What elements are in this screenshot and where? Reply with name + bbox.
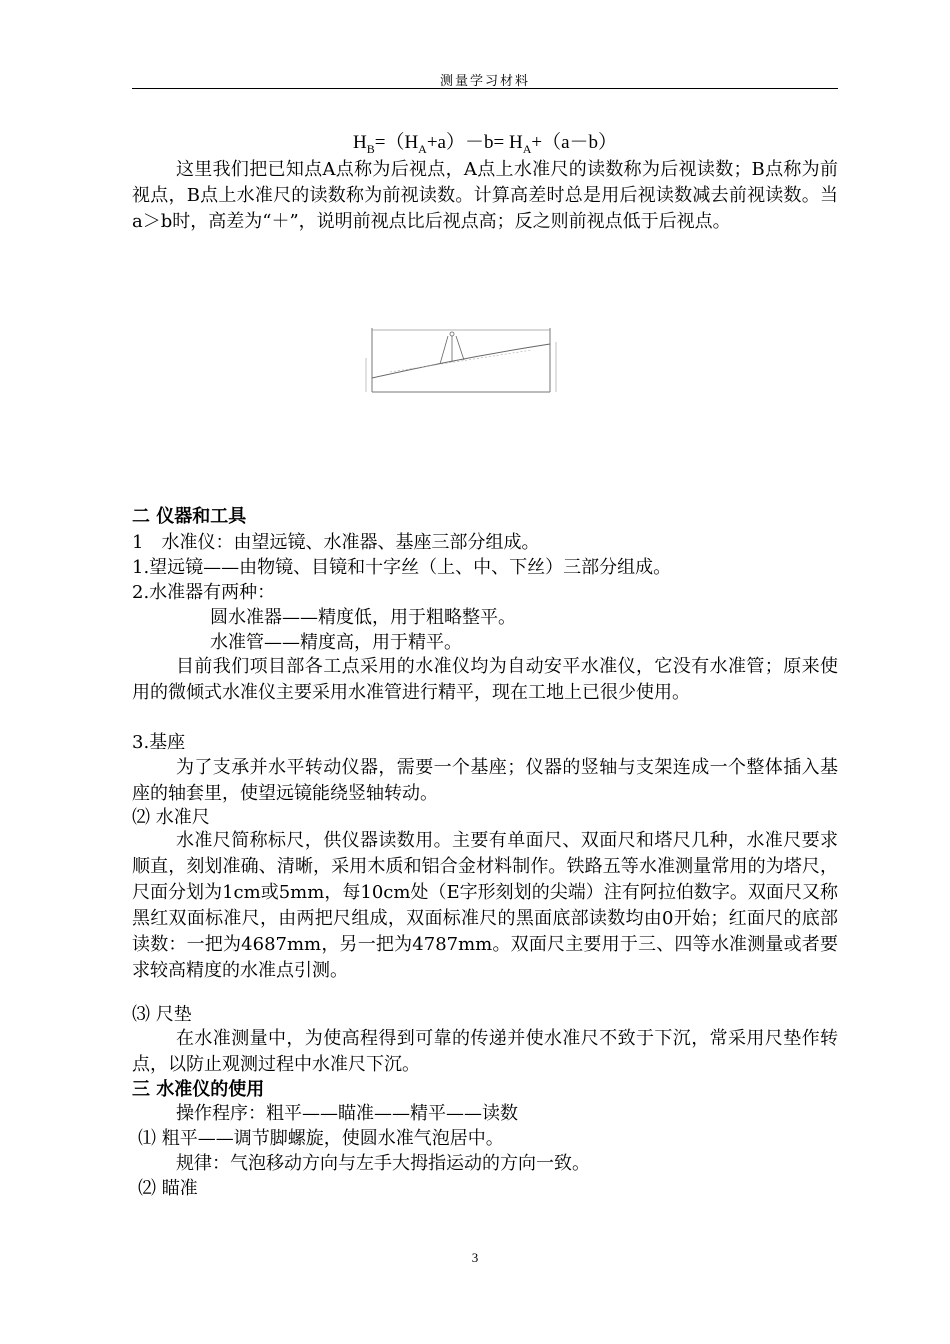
paragraph-rod-plate: 在水准测量中，为使高程得到可靠的传递并使水准尺不致于下沉，常采用尺垫作转点，以防止观测过程中水准尺下沉。 [132, 1028, 838, 1075]
formula-part2: +a）－b= H [426, 132, 523, 153]
height-formula [132, 127, 838, 157]
page-header: 测量学习材料 [439, 74, 530, 89]
line-base: 3.基座 [132, 732, 186, 753]
formula-sub-b: B [366, 141, 375, 156]
formula-sub-a: A [418, 141, 427, 156]
formula-part3: +（a－b） [531, 132, 618, 153]
section-heading-level-use: 三 水准仪的使用 [132, 1079, 265, 1100]
leveling-diagram [360, 318, 586, 412]
line-circular-vial: 圆水准器——精度低，用于粗略整平。 [210, 607, 516, 628]
line-aiming: ⑵ 瞄准 [138, 1178, 198, 1199]
formula-h: H [352, 132, 367, 153]
line-rough-level: ⑴ 粗平——调节脚螺旋，使圆水准气泡居中。 [138, 1128, 504, 1149]
paragraph-auto-level: 目前我们项目部各工点采用的水准仪均为自动安平水准仪，它没有水准管；原来使用的微倾式水准仪主要采用水准管进行精平，现在工地上已很少使用。 [132, 656, 838, 703]
page-number: 3 [471, 1250, 479, 1265]
formula-part1: =（H [374, 132, 419, 153]
line-tube-vial: 水准管——精度高，用于精平。 [210, 632, 462, 653]
line-telescope: 1.望远镜——由物镜、目镜和十字丝（上、中、下丝）三部分组成。 [132, 557, 672, 578]
line-vials: 2.水准器有两种： [132, 582, 276, 603]
formula-sub-a2: A [522, 141, 532, 156]
line-procedure: 操作程序：粗平——瞄准——精平——读数 [176, 1103, 518, 1124]
paragraph-leveling-rod: 水准尺简称标尺，供仪器读数用。主要有单面尺、双面尺和塔尺几种，水准尺要求顺直，刻划准确、清晰，采用木质和铝合金材料制作。铁路五等水准测量常用的为塔尺，尺面分划为1cm或5mm，每10cm处（E字形刻划的尖端）注有阿拉伯数字。双面尺又称黑红双面标准尺，由两把尺组成，双面标准尺的黑面底部读数均由0开始；红面尺的底部读数：一把为4687mm，另一把为4787mm。双面尺主要用于三、四等水准测量或者要求较高精度的水准点引测。 [132, 830, 838, 981]
header-rule [132, 88, 838, 89]
line-level-parts: 1 水准仪：由望远镜、水准器、基座三部分组成。 [132, 532, 540, 553]
section-heading-instruments: 二 仪器和工具 [132, 506, 247, 527]
paragraph-backsight: 这里我们把已知点A点称为后视点，A点上水准尺的读数称为后视读数；B点称为前视点，B点上水准尺的读数称为前视读数。计算高差时总是用后视读数减去前视读数。当a＞b时，高差为“＋”，说明前视点比后视点高；反之则前视点低于后视点。 [132, 159, 838, 232]
line-leveling-rod: ⑵ 水准尺 [132, 807, 210, 828]
paragraph-base: 为了支承并水平转动仪器，需要一个基座；仪器的竖轴与支架连成一个整体插入基座的轴套里，使望远镜能绕竖轴转动。 [132, 757, 838, 804]
line-rod-plate: ⑶ 尺垫 [132, 1004, 192, 1025]
line-rule: 规律：气泡移动方向与左手大拇指运动的方向一致。 [176, 1153, 590, 1174]
